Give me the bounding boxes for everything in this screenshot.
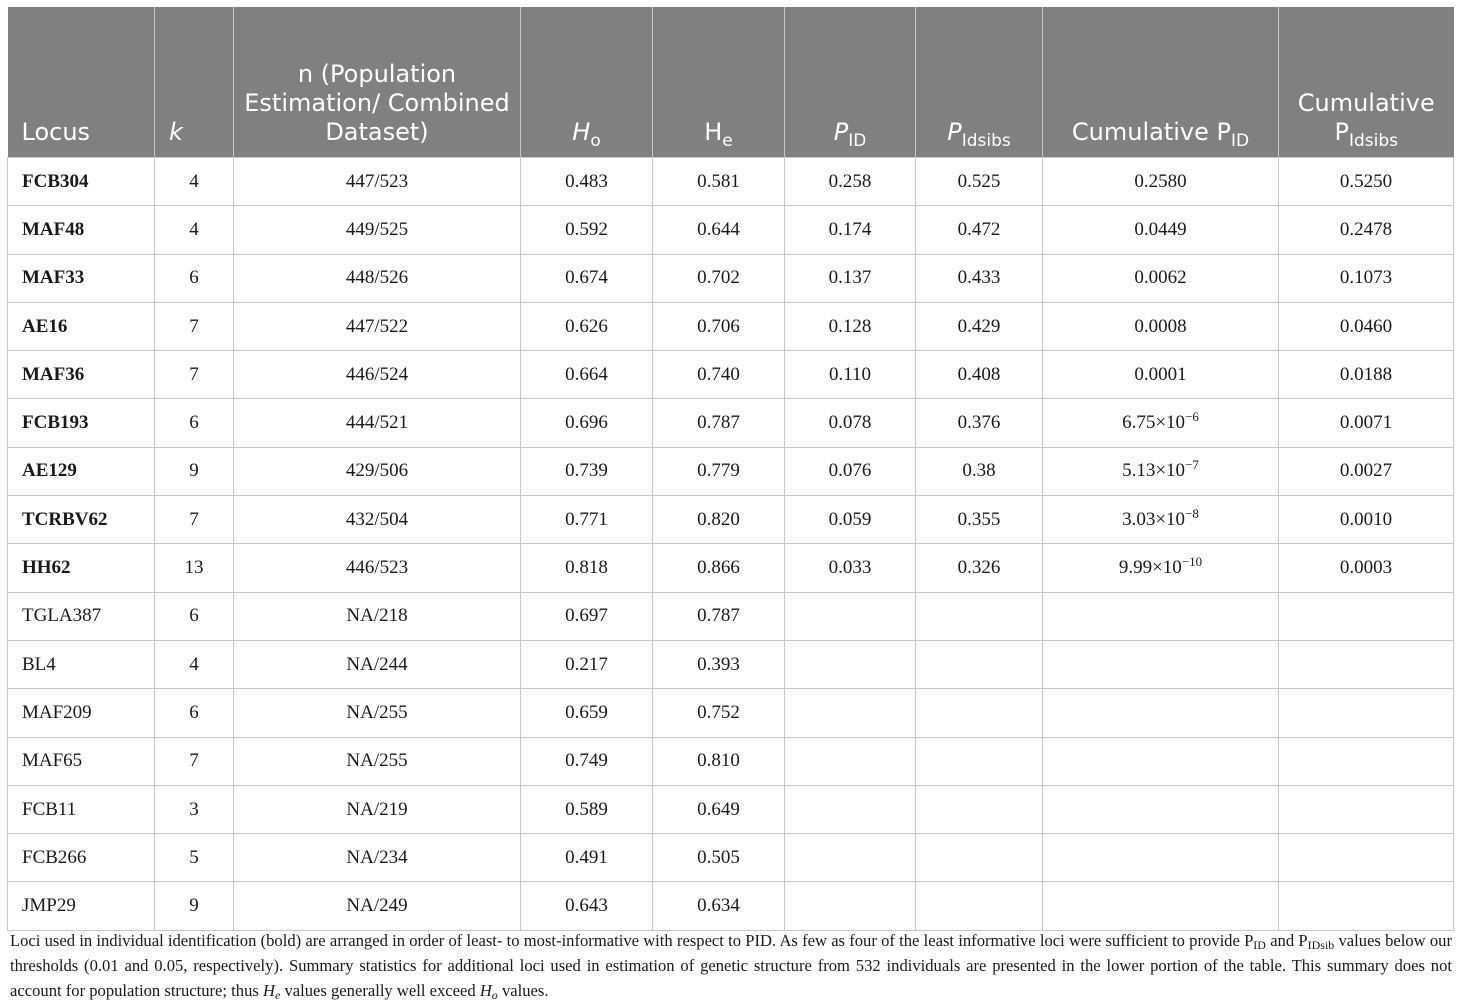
- table-row: [8, 351, 1454, 399]
- cell-n: NA/234: [234, 834, 521, 882]
- cell-pid: [785, 640, 916, 688]
- cell-cum-pidsibs: [1279, 737, 1454, 785]
- cell-he: 0.649: [653, 785, 785, 833]
- cell-locus: AE16: [8, 302, 155, 350]
- cell-cum-pidsibs: [1279, 882, 1454, 930]
- cell-cum-pidsibs: 0.2478: [1279, 206, 1454, 254]
- cell-cum-pid: 0.0001: [1043, 351, 1279, 399]
- cell-locus: MAF33: [8, 254, 155, 302]
- cell-n: 446/523: [234, 544, 521, 592]
- cell-ho: 0.589: [521, 785, 653, 833]
- cell-pid: [785, 592, 916, 640]
- cell-locus: MAF48: [8, 206, 155, 254]
- header-n: n (Population Estimation/ Combined Dataset): [234, 7, 521, 158]
- cell-pid: 0.033: [785, 544, 916, 592]
- cell-ho: 0.659: [521, 689, 653, 737]
- cell-ho: 0.739: [521, 447, 653, 495]
- cell-cum-pid: [1043, 689, 1279, 737]
- cell-cum-pid: [1043, 737, 1279, 785]
- cell-pidsibs: 0.472: [916, 206, 1043, 254]
- cell-cum-pidsibs: [1279, 640, 1454, 688]
- cell-n: 447/523: [234, 158, 521, 206]
- cell-k: 7: [155, 351, 234, 399]
- cell-ho: 0.664: [521, 351, 653, 399]
- cell-pidsibs: [916, 689, 1043, 737]
- cell-cum-pidsibs: 0.0460: [1279, 302, 1454, 350]
- cell-k: 6: [155, 399, 234, 447]
- cell-locus: MAF65: [8, 737, 155, 785]
- table-row: [8, 399, 1454, 447]
- cell-cum-pidsibs: 0.0003: [1279, 544, 1454, 592]
- cell-cum-pid: $6.75\times 10^{-6}$: [1043, 399, 1279, 447]
- cell-pid: [785, 882, 916, 930]
- cell-pid: [785, 689, 916, 737]
- cell-pid: 0.110: [785, 351, 916, 399]
- cell-ho: 0.483: [521, 158, 653, 206]
- cell-locus: BL4: [8, 640, 155, 688]
- cell-he: 0.634: [653, 882, 785, 930]
- cell-cum-pidsibs: 0.1073: [1279, 254, 1454, 302]
- table-body: [8, 158, 1454, 931]
- cell-he: 0.866: [653, 544, 785, 592]
- cell-n: 448/526: [234, 254, 521, 302]
- cell-pid: 0.076: [785, 447, 916, 495]
- cell-cum-pidsibs: [1279, 689, 1454, 737]
- header-pid: $P_{ID}$: [785, 7, 916, 158]
- cell-ho: 0.696: [521, 399, 653, 447]
- table-row: [8, 834, 1454, 882]
- table-row: [8, 737, 1454, 785]
- cell-cum-pid: $9.99\times 10^{-10}$: [1043, 544, 1279, 592]
- cell-cum-pid: [1043, 834, 1279, 882]
- cell-k: 7: [155, 737, 234, 785]
- cell-cum-pidsibs: 0.5250: [1279, 158, 1454, 206]
- cumulative-pidsibs-label: Cumulative P: [1297, 89, 1435, 146]
- cell-pid: 0.174: [785, 206, 916, 254]
- table-row: [8, 592, 1454, 640]
- cell-locus: AE129: [8, 447, 155, 495]
- cell-k: 7: [155, 496, 234, 544]
- cell-ho: 0.217: [521, 640, 653, 688]
- cell-pid: [785, 785, 916, 833]
- cell-cum-pid: [1043, 592, 1279, 640]
- cell-n: 447/522: [234, 302, 521, 350]
- cell-pid: 0.137: [785, 254, 916, 302]
- cell-pidsibs: 0.525: [916, 158, 1043, 206]
- cell-locus: FCB11: [8, 785, 155, 833]
- cell-cum-pid: 0.0449: [1043, 206, 1279, 254]
- table-row: [8, 496, 1454, 544]
- cell-pidsibs: [916, 882, 1043, 930]
- cell-he: 0.702: [653, 254, 785, 302]
- cell-he: 0.779: [653, 447, 785, 495]
- cell-ho: 0.491: [521, 834, 653, 882]
- cell-pidsibs: 0.326: [916, 544, 1043, 592]
- cell-ho: 0.592: [521, 206, 653, 254]
- cell-cum-pidsibs: [1279, 834, 1454, 882]
- cell-locus: MAF36: [8, 351, 155, 399]
- cell-k: 4: [155, 206, 234, 254]
- cell-k: 5: [155, 834, 234, 882]
- cell-pid: 0.078: [785, 399, 916, 447]
- cell-he: 0.644: [653, 206, 785, 254]
- cell-locus: TGLA387: [8, 592, 155, 640]
- cell-k: 6: [155, 254, 234, 302]
- cell-locus: HH62: [8, 544, 155, 592]
- cell-cum-pidsibs: 0.0010: [1279, 496, 1454, 544]
- cell-n: NA/244: [234, 640, 521, 688]
- table-container: [7, 7, 1453, 931]
- cell-n: 429/506: [234, 447, 521, 495]
- cell-pidsibs: 0.355: [916, 496, 1043, 544]
- cell-k: 13: [155, 544, 234, 592]
- cell-k: 3: [155, 785, 234, 833]
- cell-pid: 0.258: [785, 158, 916, 206]
- cell-locus: FCB266: [8, 834, 155, 882]
- cell-n: 446/524: [234, 351, 521, 399]
- cell-n: 449/525: [234, 206, 521, 254]
- cell-he: 0.787: [653, 399, 785, 447]
- table-row: [8, 254, 1454, 302]
- cell-n: 444/521: [234, 399, 521, 447]
- cell-cum-pidsibs: 0.0188: [1279, 351, 1454, 399]
- cell-n: NA/218: [234, 592, 521, 640]
- cell-k: 4: [155, 158, 234, 206]
- cell-cum-pid: $5.13\times 10^{-7}$: [1043, 447, 1279, 495]
- cell-ho: 0.643: [521, 882, 653, 930]
- cell-cum-pidsibs: [1279, 785, 1454, 833]
- cell-pidsibs: [916, 640, 1043, 688]
- table-footnote: Loci used in individual identification (bold) are arranged in order of least- to most-informative with respect to PID. As few as four of the least informative loci were sufficient to provide $P_{ID}$ and $P_{IDsib}$ values below our thresholds (0.01 and 0.05, respectively). Summary statistics for additional loci used in estimation of genetic structure from 532 individuals are presented in the lower portion of the table. This summary does not account for population structure; thus $H_e$ values generally well exceed $H_o$ values.: [10, 931, 1453, 1002]
- cell-n: NA/255: [234, 689, 521, 737]
- cell-ho: 0.697: [521, 592, 653, 640]
- cell-he: 0.740: [653, 351, 785, 399]
- cell-pid: [785, 834, 916, 882]
- header-he: $H_e$: [653, 7, 785, 158]
- header-cumulative-pidsibs: Cumulative $P_{Idsibs}$: [1279, 7, 1454, 158]
- cell-pidsibs: 0.429: [916, 302, 1043, 350]
- cell-pid: 0.128: [785, 302, 916, 350]
- cell-cum-pid: 0.0062: [1043, 254, 1279, 302]
- table-row: [8, 302, 1454, 350]
- cell-k: 4: [155, 640, 234, 688]
- cell-pidsibs: [916, 834, 1043, 882]
- cell-n: NA/219: [234, 785, 521, 833]
- header-locus: Locus: [8, 7, 155, 158]
- header-pidsibs: $P_{Idsibs}$: [916, 7, 1043, 158]
- cell-cum-pid: [1043, 785, 1279, 833]
- cumulative-pid-label: Cumulative P: [1071, 118, 1231, 146]
- cell-pidsibs: [916, 737, 1043, 785]
- cell-k: 6: [155, 592, 234, 640]
- cell-pidsibs: 0.408: [916, 351, 1043, 399]
- cell-pidsibs: 0.376: [916, 399, 1043, 447]
- table-row: [8, 447, 1454, 495]
- cell-pid: 0.059: [785, 496, 916, 544]
- cell-pidsibs: 0.38: [916, 447, 1043, 495]
- cell-k: 7: [155, 302, 234, 350]
- cell-he: 0.505: [653, 834, 785, 882]
- cell-k: 6: [155, 689, 234, 737]
- cell-locus: MAF209: [8, 689, 155, 737]
- cell-he: 0.706: [653, 302, 785, 350]
- cell-cum-pidsibs: [1279, 592, 1454, 640]
- cell-pidsibs: [916, 785, 1043, 833]
- cell-ho: 0.818: [521, 544, 653, 592]
- table-row: [8, 206, 1454, 254]
- table-row: [8, 689, 1454, 737]
- loci-statistics-table: [7, 7, 1454, 931]
- table-row: [8, 785, 1454, 833]
- cell-locus: FCB304: [8, 158, 155, 206]
- cell-pidsibs: [916, 592, 1043, 640]
- table-row: [8, 640, 1454, 688]
- cell-n: NA/249: [234, 882, 521, 930]
- cell-he: 0.787: [653, 592, 785, 640]
- header-ho: $H_o$: [521, 7, 653, 158]
- cell-ho: 0.749: [521, 737, 653, 785]
- cell-locus: FCB193: [8, 399, 155, 447]
- cell-locus: JMP29: [8, 882, 155, 930]
- cell-he: 0.820: [653, 496, 785, 544]
- cell-he: 0.581: [653, 158, 785, 206]
- cell-cum-pidsibs: 0.0071: [1279, 399, 1454, 447]
- header-row: [8, 7, 1454, 158]
- cell-n: 432/504: [234, 496, 521, 544]
- table-row: [8, 544, 1454, 592]
- cell-cum-pidsibs: 0.0027: [1279, 447, 1454, 495]
- cell-cum-pid: 0.0008: [1043, 302, 1279, 350]
- cell-he: 0.752: [653, 689, 785, 737]
- cell-ho: 0.771: [521, 496, 653, 544]
- table-row: [8, 158, 1454, 206]
- cell-cum-pid: [1043, 640, 1279, 688]
- cell-cum-pid: [1043, 882, 1279, 930]
- header-k: k: [155, 7, 234, 158]
- cell-cum-pid: $3.03\times 10^{-8}$: [1043, 496, 1279, 544]
- cell-ho: 0.674: [521, 254, 653, 302]
- cell-he: 0.393: [653, 640, 785, 688]
- cell-cum-pid: 0.2580: [1043, 158, 1279, 206]
- cell-he: 0.810: [653, 737, 785, 785]
- header-cumulative-pid: Cumulative $P_{ID}$: [1043, 7, 1279, 158]
- cell-pidsibs: 0.433: [916, 254, 1043, 302]
- cell-k: 9: [155, 882, 234, 930]
- cell-locus: TCRBV62: [8, 496, 155, 544]
- cell-ho: 0.626: [521, 302, 653, 350]
- cell-k: 9: [155, 447, 234, 495]
- table-row: [8, 882, 1454, 930]
- cell-pid: [785, 737, 916, 785]
- cell-n: NA/255: [234, 737, 521, 785]
